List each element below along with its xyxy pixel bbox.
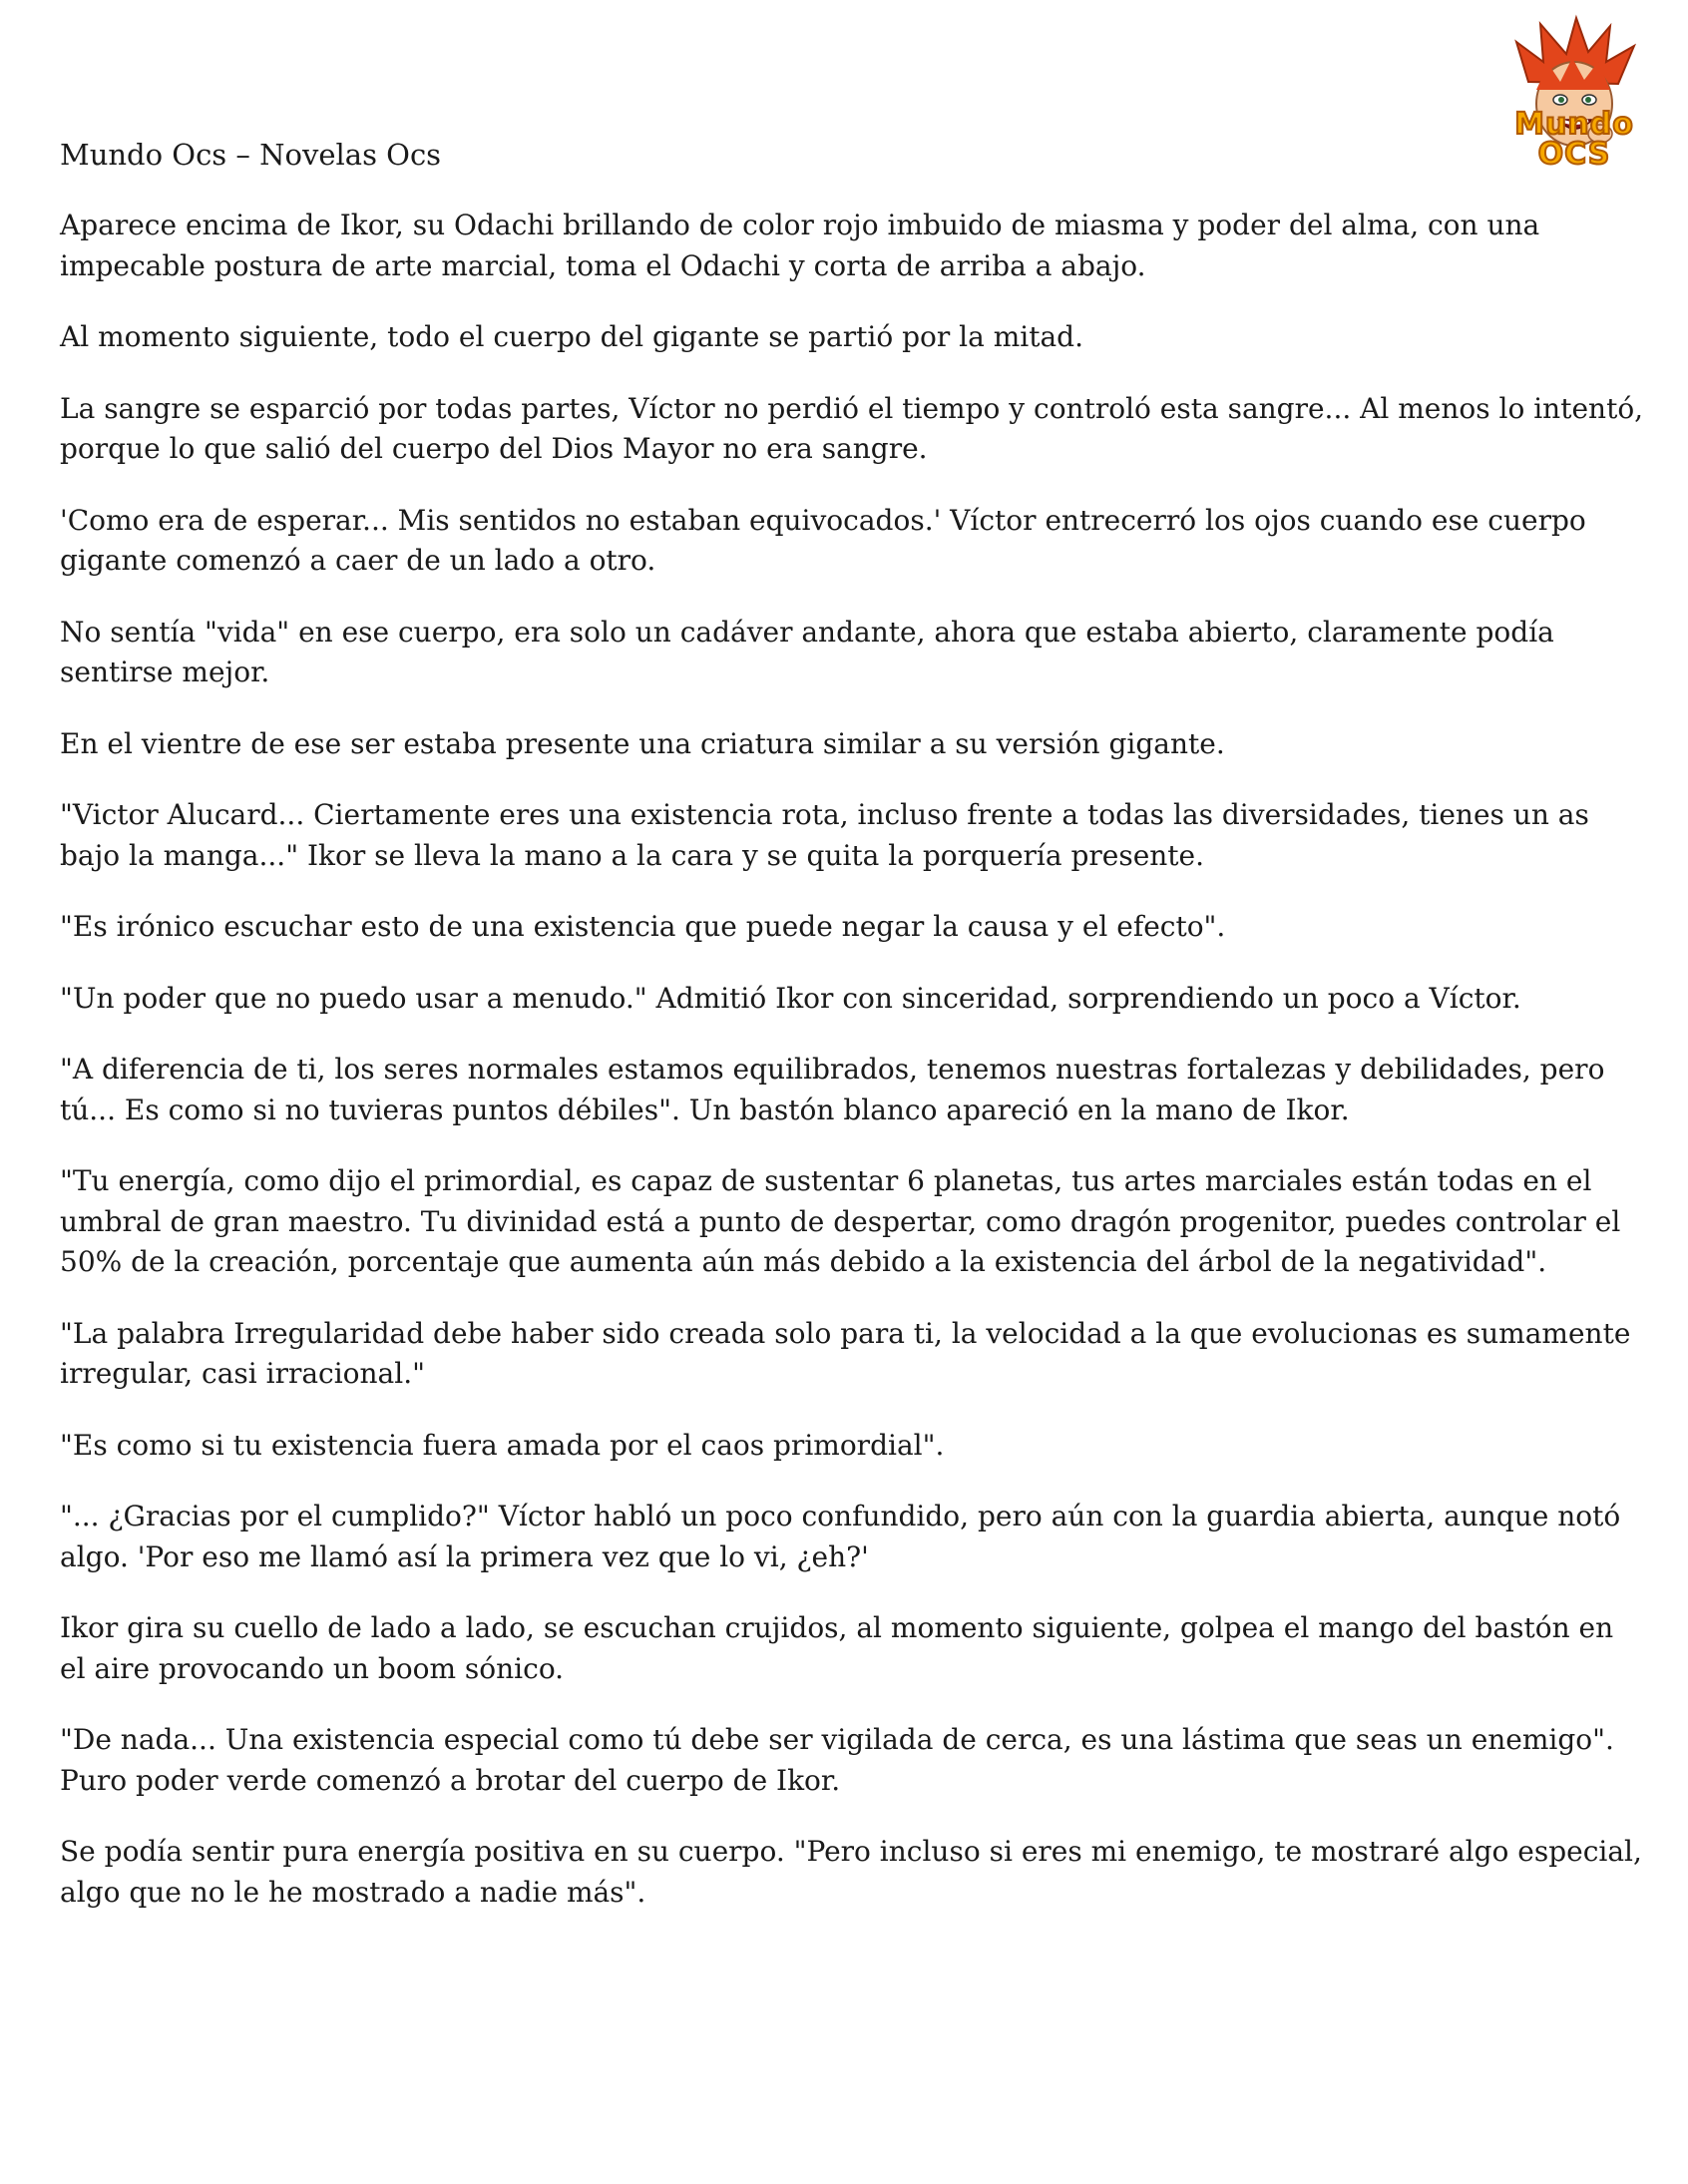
logo-text: Mundo OCS: [1514, 107, 1634, 172]
paragraph: La sangre se esparció por todas partes, Víctor no perdió el tiempo y controló esta sangre... Al menos lo intentó, porque lo que salió del cuerpo del Dios Mayor no era sangre.: [60, 391, 1644, 465]
site-logo: [1488, 12, 1660, 182]
paragraph: "De nada... Una existencia especial como tú debe ser vigilada de cerca, es una lástima que seas un enemigo". Puro poder verde comenzó a brotar del cuerpo de Ikor.: [60, 1723, 1614, 1797]
paragraph: En el vientre de ese ser estaba presente una criatura similar a su versión gigante.: [60, 726, 1225, 760]
paragraph: "... ¿Gracias por el cumplido?" Víctor habló un poco confundido, pero aún con la guardia abierta, aunque notó algo. 'Por eso me llamó así la primera vez que lo vi, ¿eh?': [60, 1500, 1621, 1573]
story-body: [60, 206, 1646, 1944]
page-header: Mundo Ocs – Novelas Ocs: [60, 138, 442, 172]
paragraph: "La palabra Irregularidad debe haber sido creada solo para ti, la velocidad a la que evolucionas es sumamente irregular, casi irracional.": [60, 1316, 1631, 1390]
paragraph: "A diferencia de ti, los seres normales estamos equilibrados, tenemos nuestras fortalezas y debilidades, pero tú... Es como si no tuvieras puntos débiles". Un bastón blanco apareció en la mano de Ikor.: [60, 1053, 1605, 1126]
paragraph: Ikor gira su cuello de lado a lado, se escuchan crujidos, al momento siguiente, golpea el mango del bastón en el aire provocando un boom sónico.: [60, 1611, 1614, 1685]
paragraph: "Es como si tu existencia fuera amada por el caos primordial".: [60, 1428, 945, 1462]
paragraph: "Tu energía, como dijo el primordial, es capaz de sustentar 6 planetas, tus artes marciales están todas en el umbral de gran maestro. Tu divinidad está a punto de despertar, como dragón progenitor, puedes controlar el 50% de la creación, porcentaje que aumenta aún más debido a la existencia del árbol de la negatividad".: [60, 1164, 1621, 1278]
paragraph: Al momento siguiente, todo el cuerpo del gigante se partió por la mitad.: [60, 320, 1083, 353]
paragraph: "Es irónico escuchar esto de una existencia que puede negar la causa y el efecto".: [60, 910, 1226, 943]
paragraph: "Victor Alucard... Ciertamente eres una existencia rota, incluso frente a todas las diversidades, tienes un as bajo la manga..." Ikor se lleva la mano a la cara y se quita la porquería presente.: [60, 798, 1589, 872]
paragraph: Se podía sentir pura energía positiva en su cuerpo. "Pero incluso si eres mi enemigo, te mostraré algo especial, algo que no le he mostrado a nadie más".: [60, 1835, 1642, 1909]
paragraph: "Un poder que no puedo usar a menudo." Admitió Ikor con sinceridad, sorprendiendo un poco a Víctor.: [60, 981, 1521, 1015]
paragraph: 'Como era de esperar... Mis sentidos no estaban equivocados.' Víctor entrecerró los ojos cuando ese cuerpo gigante comenzó a caer de un lado a otro.: [60, 503, 1586, 577]
paragraph: Aparece encima de Ikor, su Odachi brillando de color rojo imbuido de miasma y poder del alma, con una impecable postura de arte marcial, toma el Odachi y corta de arriba a abajo.: [60, 209, 1540, 282]
paragraph: No sentía "vida" en ese cuerpo, era solo un cadáver andante, ahora que estaba abierto, claramente podía sentirse mejor.: [60, 615, 1554, 688]
